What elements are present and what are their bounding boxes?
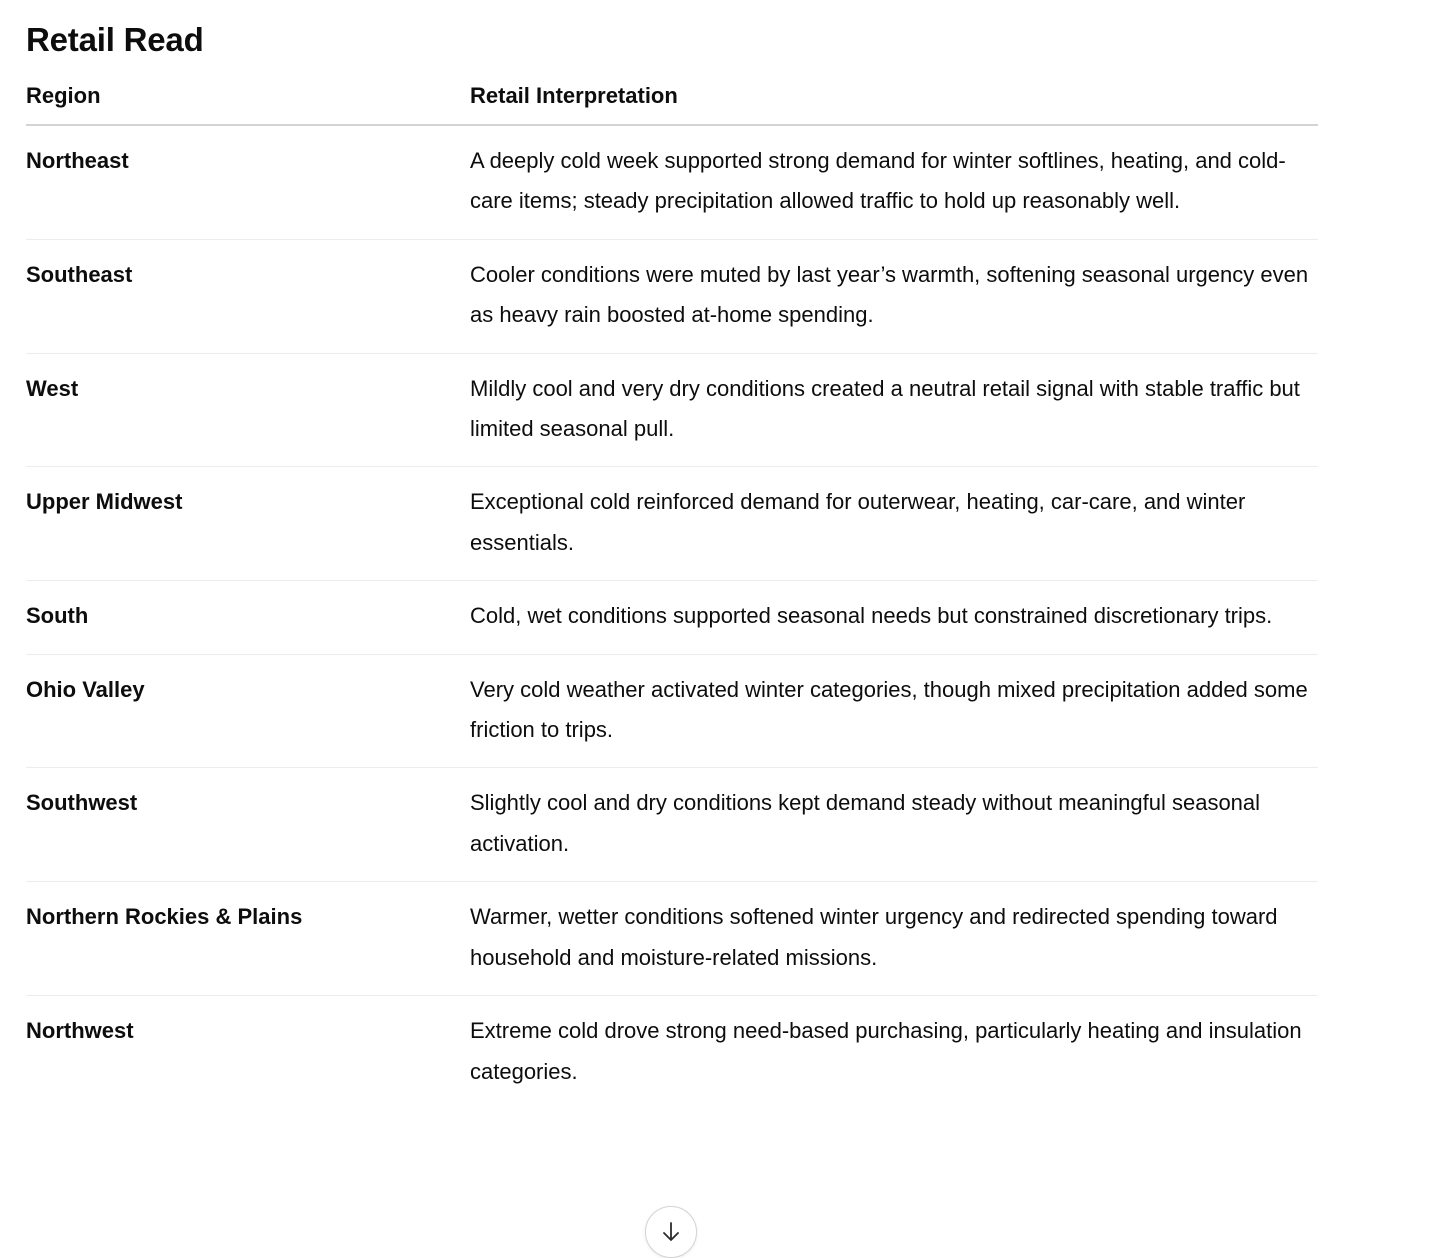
table-header-row <box>26 80 1318 125</box>
table-row <box>26 353 1318 467</box>
interpretation-cell: Mildly cool and very dry conditions created a neutral retail signal with stable traffic but limited seasonal pull. <box>470 353 1318 467</box>
interpretation-cell: Cold, wet conditions supported seasonal needs but constrained discretionary trips. <box>470 581 1318 654</box>
region-cell: Northwest <box>26 1018 134 1044</box>
interpretation-cell: Very cold weather activated winter categories, though mixed precipitation added some friction to trips. <box>470 654 1318 768</box>
arrow-down-icon <box>659 1220 683 1244</box>
region-cell: Southeast <box>26 239 470 353</box>
interpretation-cell: A deeply cold week supported strong demand for winter softlines, heating, and cold-care items; steady precipitation allowed traffic to hold up reasonably well. <box>470 125 1318 239</box>
table-row <box>26 581 1318 654</box>
section-title: Retail Read <box>26 21 204 58</box>
region-cell: West <box>26 353 470 467</box>
region-cell: Northern Rockies & Plains <box>26 882 470 996</box>
region-cell: Ohio Valley <box>26 654 470 768</box>
retail-read-table <box>26 80 1318 1109</box>
region-cell: Southwest <box>26 768 470 882</box>
scroll-to-bottom-button[interactable] <box>645 1206 697 1258</box>
table-row <box>26 996 1318 1109</box>
region-cell: Northeast <box>26 125 470 239</box>
table-row <box>26 467 1318 581</box>
table-row <box>26 239 1318 353</box>
table-row <box>26 125 1318 239</box>
region-cell: South <box>26 581 470 654</box>
table-row <box>26 768 1318 882</box>
table-row <box>26 654 1318 768</box>
interpretation-cell: Extreme cold drove strong need-based purchasing, particularly heating and insulation categories. <box>470 1018 1302 1084</box>
header-interpretation: Retail Interpretation <box>470 80 1318 125</box>
interpretation-cell: Cooler conditions were muted by last year’s warmth, softening seasonal urgency even as heavy rain boosted at-home spending. <box>470 239 1318 353</box>
interpretation-cell: Exceptional cold reinforced demand for outerwear, heating, car-care, and winter essentials. <box>470 467 1318 581</box>
interpretation-cell: Warmer, wetter conditions softened winter urgency and redirected spending toward household and moisture-related missions. <box>470 882 1318 996</box>
header-region: Region <box>26 80 470 125</box>
table-row <box>26 882 1318 996</box>
interpretation-cell: Slightly cool and dry conditions kept demand steady without meaningful seasonal activation. <box>470 768 1318 882</box>
content-area <box>26 0 1318 1109</box>
region-cell: Upper Midwest <box>26 467 470 581</box>
